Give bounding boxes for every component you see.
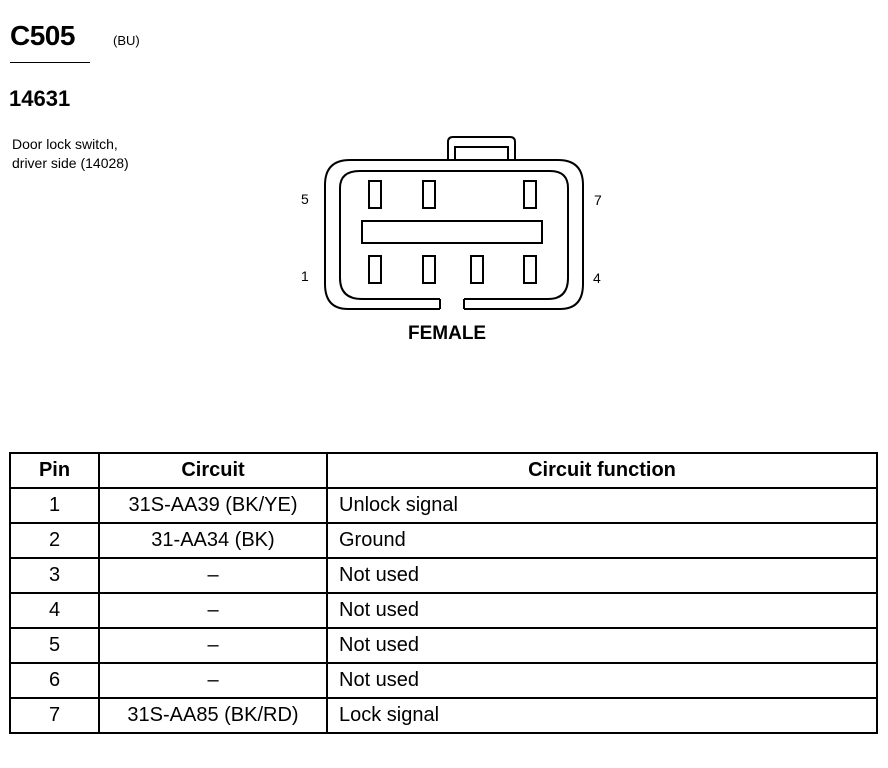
pin-cell: 1 [10, 488, 99, 523]
table-header-row [10, 453, 877, 488]
table-row [10, 523, 877, 558]
pin-label-top-left: 5 [301, 191, 309, 207]
function-cell: Not used [327, 628, 877, 663]
table-row [10, 698, 877, 733]
function-cell: Not used [327, 663, 877, 698]
connector-latch [448, 137, 515, 160]
pin-cell: 7 [10, 698, 99, 733]
description-line-2: driver side (14028) [12, 155, 129, 171]
table-row [10, 558, 877, 593]
table-row [10, 488, 877, 523]
connector-gender-label: FEMALE [408, 323, 487, 344]
description-line-1: Door lock switch, [12, 136, 118, 152]
connector-outer-shell [325, 160, 583, 309]
table-row [10, 593, 877, 628]
pin-cell: 5 [10, 628, 99, 663]
connector-id: C505 [10, 20, 75, 51]
connector-inner-shell [340, 171, 568, 299]
terminal-5 [369, 181, 381, 208]
pin-cell: 6 [10, 663, 99, 698]
circuit-cell: – [99, 558, 327, 593]
table-row [10, 628, 877, 663]
function-cell: Unlock signal [327, 488, 877, 523]
terminal-1 [369, 256, 381, 283]
table-row [10, 663, 877, 698]
circuit-cell: – [99, 663, 327, 698]
terminal-7 [524, 181, 536, 208]
header-circuit: Circuit [99, 453, 327, 488]
pin-cell: 3 [10, 558, 99, 593]
part-number: 14631 [9, 86, 71, 111]
circuit-cell: 31-AA34 (BK) [99, 523, 327, 558]
header-pin: Pin [10, 453, 99, 488]
terminal-6 [423, 181, 435, 208]
function-cell: Lock signal [327, 698, 877, 733]
function-cell: Not used [327, 558, 877, 593]
terminal-4 [524, 256, 536, 283]
function-cell: Not used [327, 593, 877, 628]
terminal-2 [423, 256, 435, 283]
connector-face-diagram [0, 0, 888, 360]
circuit-cell: 31S-AA39 (BK/YE) [99, 488, 327, 523]
connector-color: (BU) [113, 33, 140, 48]
function-cell: Ground [327, 523, 877, 558]
header-circuit-function: Circuit function [327, 453, 877, 488]
connector-latch-inner [455, 147, 508, 160]
pin-label-top-right: 7 [594, 192, 602, 208]
pinout-table [9, 452, 878, 734]
circuit-cell: 31S-AA85 (BK/RD) [99, 698, 327, 733]
connector-key-bar [362, 221, 542, 243]
pin-label-bottom-right: 4 [593, 270, 601, 286]
circuit-cell: – [99, 628, 327, 663]
circuit-cell: – [99, 593, 327, 628]
pin-label-bottom-left: 1 [301, 268, 309, 284]
pin-cell: 4 [10, 593, 99, 628]
pin-cell: 2 [10, 523, 99, 558]
terminal-3 [471, 256, 483, 283]
